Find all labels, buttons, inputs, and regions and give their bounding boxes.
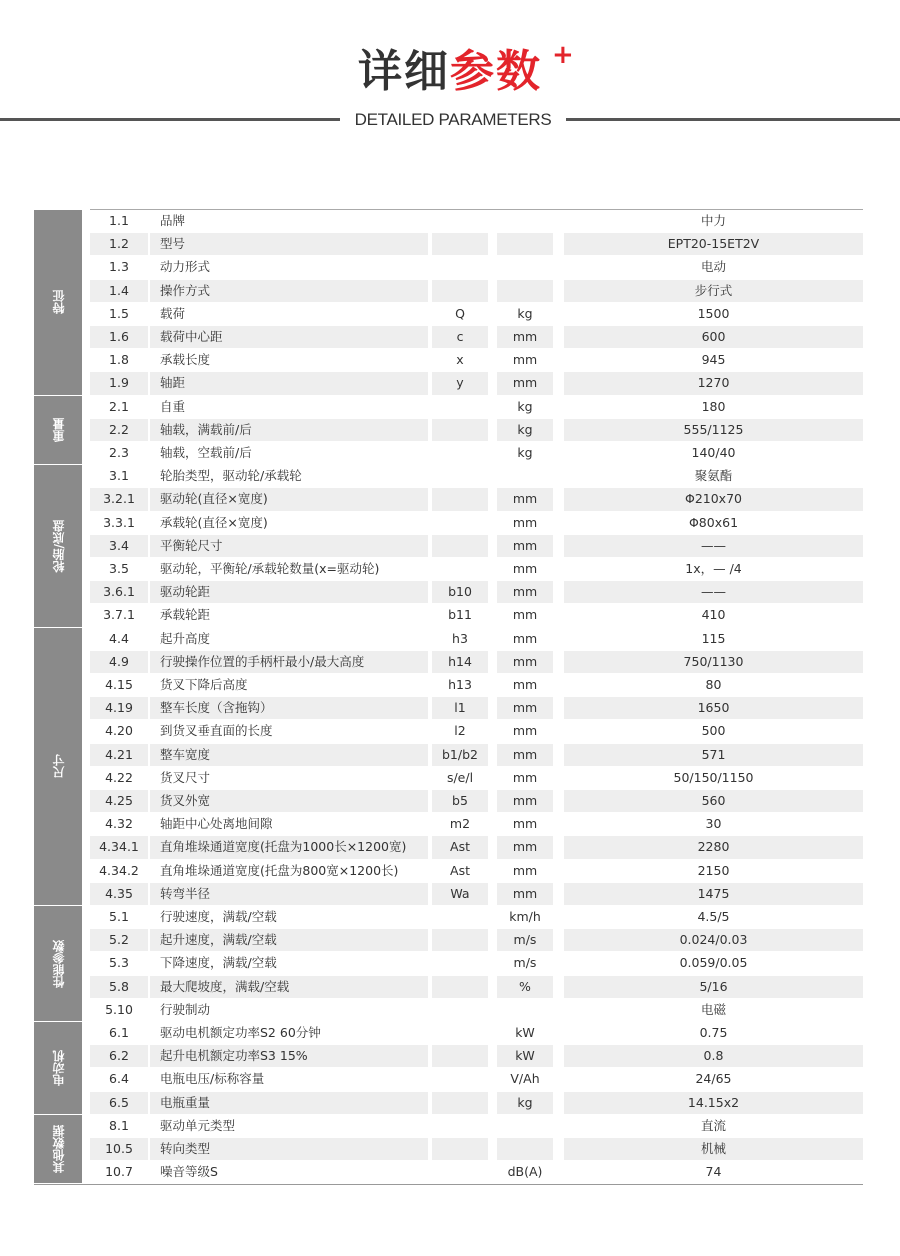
cell-val: 聚氨酯 bbox=[694, 468, 733, 484]
cell-name: 动力形式 bbox=[160, 259, 211, 275]
cell-unit: kg bbox=[497, 419, 553, 441]
table-row bbox=[90, 929, 863, 952]
cell-sym: b1/b2 bbox=[432, 744, 488, 766]
cell-unit: dB(A) bbox=[507, 1164, 543, 1180]
cell-num: 4.34.1 bbox=[90, 836, 148, 858]
table-bottom-border bbox=[34, 1184, 863, 1185]
cell-sym: Ast bbox=[432, 836, 488, 858]
cell-num: 4.19 bbox=[90, 697, 148, 719]
cell-sym bbox=[432, 535, 488, 557]
cell-num: 1.2 bbox=[90, 233, 148, 255]
table-row bbox=[90, 674, 863, 697]
group-sidebar bbox=[34, 396, 82, 465]
cell-num: 6.4 bbox=[109, 1071, 129, 1087]
table-row bbox=[90, 628, 863, 651]
cell-sym: Wa bbox=[432, 883, 488, 905]
cell-unit: m/s bbox=[497, 929, 553, 951]
table-row bbox=[90, 604, 863, 627]
table-row bbox=[90, 999, 863, 1022]
cell-val: EPT20-15ET2V bbox=[564, 233, 863, 255]
cell-name: 承载轮(直径×宽度) bbox=[160, 514, 268, 530]
cell-val: Φ210x70 bbox=[564, 488, 863, 510]
cell-name: 直角堆垛通道宽度(托盘为800宽×1200长) bbox=[160, 862, 399, 878]
cell-unit: mm bbox=[512, 723, 538, 739]
subtitle-row bbox=[0, 108, 900, 132]
cell-name: 直角堆垛通道宽度(托盘为1000长×1200宽) bbox=[150, 836, 428, 858]
cell-unit bbox=[497, 210, 553, 232]
table-row bbox=[90, 303, 863, 326]
cell-sym: x bbox=[456, 352, 464, 368]
cell-num: 4.21 bbox=[90, 744, 148, 766]
cell-num: 3.5 bbox=[109, 561, 129, 576]
table-row bbox=[90, 488, 863, 511]
cell-val: 571 bbox=[564, 744, 863, 766]
cell-num: 4.25 bbox=[90, 790, 148, 812]
cell-name: 货叉下降后高度 bbox=[160, 677, 248, 692]
table-row bbox=[90, 210, 863, 233]
cell-sym bbox=[432, 906, 488, 928]
cell-num: 5.2 bbox=[90, 929, 148, 951]
cell-num: 3.3.1 bbox=[103, 514, 135, 530]
cell-num: 3.1 bbox=[109, 468, 129, 484]
cell-val: 555/1125 bbox=[564, 419, 863, 441]
table-row bbox=[90, 744, 863, 767]
group-label: 特征 bbox=[51, 290, 66, 315]
cell-val: 140/40 bbox=[691, 445, 736, 460]
cell-name: 承载长度 bbox=[160, 352, 211, 368]
cell-val: 步行式 bbox=[564, 280, 863, 302]
cell-val: 1500 bbox=[697, 305, 730, 321]
cell-unit: kg bbox=[517, 305, 533, 321]
cell-num: 4.35 bbox=[90, 883, 148, 905]
cell-name: 起升电机额定功率S3 15% bbox=[150, 1045, 428, 1067]
cell-num: 5.10 bbox=[105, 1001, 133, 1017]
title-red: 参数 bbox=[450, 46, 542, 97]
cell-val: 600 bbox=[564, 326, 863, 348]
table-row bbox=[90, 952, 863, 975]
cell-val: —— bbox=[564, 581, 863, 603]
cell-name: 轴载，空载前/后 bbox=[160, 445, 252, 460]
table-row bbox=[90, 256, 863, 279]
cell-unit bbox=[497, 233, 553, 255]
cell-num: 8.1 bbox=[109, 1117, 129, 1133]
cell-val: 机械 bbox=[564, 1138, 863, 1160]
cell-name: 操作方式 bbox=[150, 280, 428, 302]
cell-val: 1x，— /4 bbox=[685, 561, 742, 576]
table-row bbox=[90, 396, 863, 419]
cell-unit: mm bbox=[512, 630, 538, 646]
table-row bbox=[90, 442, 863, 465]
cell-sym: Ast bbox=[450, 862, 470, 878]
cell-sym bbox=[432, 442, 488, 464]
cell-sym: b10 bbox=[432, 581, 488, 603]
cell-name: 承载轮距 bbox=[160, 607, 211, 623]
cell-name: 整车宽度 bbox=[150, 744, 428, 766]
cell-name: 轴距中心处离地间隙 bbox=[160, 816, 273, 832]
cell-val: 74 bbox=[705, 1164, 722, 1180]
group-label-wrap bbox=[34, 628, 82, 905]
cell-unit: mm bbox=[512, 816, 538, 832]
cell-num: 4.15 bbox=[105, 677, 133, 692]
cell-val: 0.059/0.05 bbox=[679, 955, 748, 971]
table-row bbox=[90, 697, 863, 720]
cell-name: 到货叉垂直面的长度 bbox=[160, 723, 273, 739]
cell-num: 5.3 bbox=[109, 955, 129, 971]
group-sidebar bbox=[34, 465, 82, 626]
cell-val: 24/65 bbox=[695, 1071, 732, 1087]
cell-sym: l1 bbox=[432, 697, 488, 719]
cell-name: 平衡轮尺寸 bbox=[150, 535, 428, 557]
cell-unit bbox=[497, 1115, 553, 1137]
cell-num: 6.2 bbox=[90, 1045, 148, 1067]
cell-unit: % bbox=[497, 976, 553, 998]
cell-val: 1475 bbox=[564, 883, 863, 905]
cell-sym bbox=[432, 999, 488, 1021]
cell-sym bbox=[432, 419, 488, 441]
cell-sym bbox=[432, 512, 488, 534]
cell-sym: h13 bbox=[448, 677, 472, 692]
cell-unit: kW bbox=[515, 1025, 535, 1040]
left-divider bbox=[0, 118, 340, 121]
cell-unit: km/h bbox=[509, 909, 541, 924]
cell-sym bbox=[432, 929, 488, 951]
cell-name: 行驶制动 bbox=[160, 1001, 211, 1017]
table-row bbox=[90, 813, 863, 836]
table-row bbox=[90, 465, 863, 488]
cell-unit: mm bbox=[512, 561, 538, 576]
cell-num: 4.34.2 bbox=[99, 862, 139, 878]
table-row bbox=[90, 372, 863, 395]
table-row bbox=[90, 349, 863, 372]
cell-num: 10.7 bbox=[105, 1164, 133, 1180]
cell-num: 10.5 bbox=[90, 1138, 148, 1160]
cell-name: 驱动电机额定功率S2 60分钟 bbox=[160, 1025, 321, 1040]
group-sidebar bbox=[34, 1022, 82, 1114]
table-row bbox=[90, 233, 863, 256]
table-row bbox=[90, 720, 863, 743]
cell-val: Φ80x61 bbox=[688, 514, 739, 530]
cell-unit: kg bbox=[497, 1092, 553, 1114]
cell-sym bbox=[432, 1022, 488, 1044]
cell-val: 2150 bbox=[697, 862, 730, 878]
cell-unit: mm bbox=[497, 697, 553, 719]
cell-unit: mm bbox=[512, 514, 538, 530]
cell-val: 中力 bbox=[700, 213, 726, 228]
cell-unit: mm bbox=[497, 790, 553, 812]
cell-unit: mm bbox=[512, 769, 538, 785]
group-sidebar bbox=[34, 210, 82, 395]
cell-num: 1.1 bbox=[109, 213, 129, 228]
cell-val: 410 bbox=[701, 607, 726, 623]
table-row bbox=[90, 767, 863, 790]
cell-name: 电瓶电压/标称容量 bbox=[160, 1071, 265, 1087]
table-row bbox=[90, 860, 863, 883]
cell-val: 50/150/1150 bbox=[673, 769, 754, 785]
table-row bbox=[90, 326, 863, 349]
cell-val: 直流 bbox=[700, 1117, 726, 1133]
table-row bbox=[90, 651, 863, 674]
cell-val: 1650 bbox=[564, 697, 863, 719]
cell-sym: l2 bbox=[454, 723, 466, 739]
cell-sym: b5 bbox=[432, 790, 488, 812]
table-row bbox=[90, 976, 863, 999]
cell-unit: kg bbox=[517, 398, 533, 414]
cell-val: 0.024/0.03 bbox=[564, 929, 863, 951]
cell-unit bbox=[497, 1138, 553, 1160]
cell-sym bbox=[432, 233, 488, 255]
table-row bbox=[90, 1022, 863, 1045]
cell-val: 1270 bbox=[564, 372, 863, 394]
cell-num: 4.9 bbox=[90, 651, 148, 673]
cell-val: 4.5/5 bbox=[697, 909, 730, 924]
cell-val: —— bbox=[564, 535, 863, 557]
cell-sym: m2 bbox=[449, 816, 471, 832]
cell-val: 500 bbox=[701, 723, 726, 739]
group-label: 重量 bbox=[51, 417, 66, 442]
cell-sym bbox=[432, 1092, 488, 1114]
cell-sym bbox=[432, 280, 488, 302]
cell-num: 1.5 bbox=[109, 305, 129, 321]
title-text bbox=[358, 40, 542, 104]
cell-sym bbox=[432, 1161, 488, 1183]
cell-val: 180 bbox=[701, 398, 726, 414]
cell-val: 2280 bbox=[564, 836, 863, 858]
cell-name: 转向类型 bbox=[150, 1138, 428, 1160]
cell-sym bbox=[432, 1045, 488, 1067]
cell-num: 3.2.1 bbox=[90, 488, 148, 510]
cell-name: 驱动轮，平衡轮/承载轮数量(x=驱动轮) bbox=[160, 561, 380, 576]
cell-unit: kW bbox=[497, 1045, 553, 1067]
cell-num: 3.7.1 bbox=[103, 607, 135, 623]
cell-sym bbox=[432, 558, 488, 580]
cell-unit bbox=[497, 256, 553, 278]
cell-unit bbox=[497, 465, 553, 487]
cell-num: 1.4 bbox=[90, 280, 148, 302]
cell-num: 1.6 bbox=[90, 326, 148, 348]
cell-sym bbox=[432, 1115, 488, 1137]
group-label-wrap bbox=[34, 465, 82, 626]
cell-num: 1.3 bbox=[109, 259, 129, 275]
table-row bbox=[90, 280, 863, 303]
group-sidebar bbox=[34, 906, 82, 1021]
cell-name: 最大爬坡度，满载/空载 bbox=[150, 976, 428, 998]
cell-val: 0.75 bbox=[699, 1025, 728, 1040]
cell-name: 轴距 bbox=[150, 372, 428, 394]
cell-unit: mm bbox=[497, 535, 553, 557]
cell-sym bbox=[432, 1138, 488, 1160]
table-row bbox=[90, 836, 863, 859]
cell-name: 起升速度，满载/空载 bbox=[150, 929, 428, 951]
table-row bbox=[90, 906, 863, 929]
group-label-wrap bbox=[34, 1022, 82, 1114]
table-row bbox=[90, 581, 863, 604]
cell-sym bbox=[432, 1068, 488, 1090]
cell-unit bbox=[497, 280, 553, 302]
cell-val: 945 bbox=[701, 352, 726, 368]
cell-sym bbox=[432, 976, 488, 998]
group-label: 电动机 bbox=[51, 1049, 66, 1086]
group-label-wrap bbox=[34, 1115, 82, 1184]
cell-name: 自重 bbox=[160, 398, 186, 414]
cell-sym: c bbox=[432, 326, 488, 348]
cell-sym bbox=[432, 210, 488, 232]
cell-val: 80 bbox=[705, 677, 722, 692]
cell-sym: h14 bbox=[432, 651, 488, 673]
cell-val: 560 bbox=[564, 790, 863, 812]
cell-unit bbox=[497, 999, 553, 1021]
plus-icon: + bbox=[552, 40, 574, 70]
cell-val: 14.15x2 bbox=[564, 1092, 863, 1114]
cell-num: 4.22 bbox=[105, 769, 133, 785]
cell-num: 3.6.1 bbox=[90, 581, 148, 603]
table-row bbox=[90, 1045, 863, 1068]
cell-name: 货叉尺寸 bbox=[160, 769, 211, 785]
cell-sym: s/e/l bbox=[446, 769, 474, 785]
cell-num: 2.1 bbox=[109, 398, 129, 414]
cell-name: 轴载，满载前/后 bbox=[150, 419, 428, 441]
table-row bbox=[90, 1138, 863, 1161]
cell-sym: y bbox=[432, 372, 488, 394]
cell-val: 750/1130 bbox=[564, 651, 863, 673]
cell-sym bbox=[432, 488, 488, 510]
cell-val: 30 bbox=[705, 816, 722, 832]
cell-num: 6.5 bbox=[90, 1092, 148, 1114]
cell-unit: m/s bbox=[513, 955, 537, 971]
cell-sym: Q bbox=[455, 305, 465, 321]
table-row bbox=[90, 558, 863, 581]
group-label: 其他数据 bbox=[51, 1125, 66, 1174]
cell-name: 货叉外宽 bbox=[150, 790, 428, 812]
cell-unit: mm bbox=[512, 607, 538, 623]
cell-num: 2.2 bbox=[90, 419, 148, 441]
cell-val: 电动 bbox=[700, 259, 726, 275]
cell-name: 载荷 bbox=[160, 305, 186, 321]
cell-sym bbox=[432, 952, 488, 974]
cell-sym: b11 bbox=[448, 607, 472, 623]
cell-name: 驱动轮距 bbox=[150, 581, 428, 603]
cell-unit: mm bbox=[497, 488, 553, 510]
group-label: 性能参数 bbox=[51, 939, 66, 988]
cell-unit: mm bbox=[497, 836, 553, 858]
cell-num: 1.8 bbox=[109, 352, 129, 368]
cell-val: 115 bbox=[701, 630, 726, 646]
cell-unit: mm bbox=[497, 326, 553, 348]
table-row bbox=[90, 1092, 863, 1115]
table-row bbox=[90, 512, 863, 535]
cell-name: 行驶操作位置的手柄杆最小/最大高度 bbox=[150, 651, 428, 673]
cell-name: 转弯半径 bbox=[150, 883, 428, 905]
cell-num: 5.8 bbox=[90, 976, 148, 998]
group-label: 轮胎/底盘 bbox=[51, 519, 66, 573]
cell-name: 驱动轮(直径×宽度) bbox=[150, 488, 428, 510]
cell-unit: V/Ah bbox=[510, 1071, 540, 1087]
cell-name: 整车长度（含拖钩） bbox=[150, 697, 428, 719]
table-row bbox=[90, 1068, 863, 1091]
table-row bbox=[90, 1161, 863, 1184]
right-divider bbox=[566, 118, 900, 121]
cell-name: 载荷中心距 bbox=[150, 326, 428, 348]
cell-unit: kg bbox=[517, 445, 533, 460]
cell-unit: mm bbox=[497, 372, 553, 394]
cell-sym bbox=[432, 256, 488, 278]
table-row bbox=[90, 1115, 863, 1138]
group-label-wrap bbox=[34, 396, 82, 465]
cell-name: 轮胎类型，驱动轮/承载轮 bbox=[160, 468, 302, 484]
cell-val: 电磁 bbox=[700, 1001, 726, 1017]
cell-num: 5.1 bbox=[109, 909, 129, 924]
cell-num: 4.32 bbox=[105, 816, 133, 832]
cell-val: 5/16 bbox=[564, 976, 863, 998]
table-row bbox=[90, 883, 863, 906]
cell-name: 驱动单元类型 bbox=[160, 1117, 236, 1133]
group-label-wrap bbox=[34, 906, 82, 1021]
cell-name: 型号 bbox=[150, 233, 428, 255]
cell-num: 3.4 bbox=[90, 535, 148, 557]
table-row bbox=[90, 535, 863, 558]
cell-unit: mm bbox=[497, 651, 553, 673]
cell-unit: mm bbox=[512, 352, 538, 368]
cell-unit: mm bbox=[497, 744, 553, 766]
title-black: 详细 bbox=[358, 46, 450, 97]
table-row bbox=[90, 790, 863, 813]
cell-name: 行驶速度，满载/空载 bbox=[160, 909, 277, 924]
table-row bbox=[90, 419, 863, 442]
cell-num: 4.4 bbox=[109, 630, 129, 646]
cell-name: 电瓶重量 bbox=[150, 1092, 428, 1114]
cell-unit: mm bbox=[512, 862, 538, 878]
cell-name: 品牌 bbox=[160, 213, 186, 228]
cell-num: 1.9 bbox=[90, 372, 148, 394]
cell-num: 4.20 bbox=[105, 723, 133, 739]
group-label: 尺寸 bbox=[51, 754, 66, 779]
cell-unit: mm bbox=[497, 581, 553, 603]
subtitle: DETAILED PARAMETERS bbox=[354, 110, 552, 129]
cell-name: 噪音等级S bbox=[160, 1164, 218, 1180]
group-sidebar bbox=[34, 628, 82, 905]
cell-num: 2.3 bbox=[109, 445, 129, 460]
group-sidebar bbox=[34, 1115, 82, 1184]
cell-unit: mm bbox=[512, 677, 538, 692]
page-title bbox=[0, 40, 900, 104]
cell-sym: h3 bbox=[452, 630, 468, 646]
cell-name: 起升高度 bbox=[160, 630, 211, 646]
cell-num: 6.1 bbox=[109, 1025, 129, 1040]
cell-unit: mm bbox=[497, 883, 553, 905]
cell-sym bbox=[432, 396, 488, 418]
group-label-wrap bbox=[34, 210, 82, 395]
cell-name: 下降速度，满载/空载 bbox=[160, 955, 277, 971]
cell-sym bbox=[432, 465, 488, 487]
cell-val: 0.8 bbox=[564, 1045, 863, 1067]
